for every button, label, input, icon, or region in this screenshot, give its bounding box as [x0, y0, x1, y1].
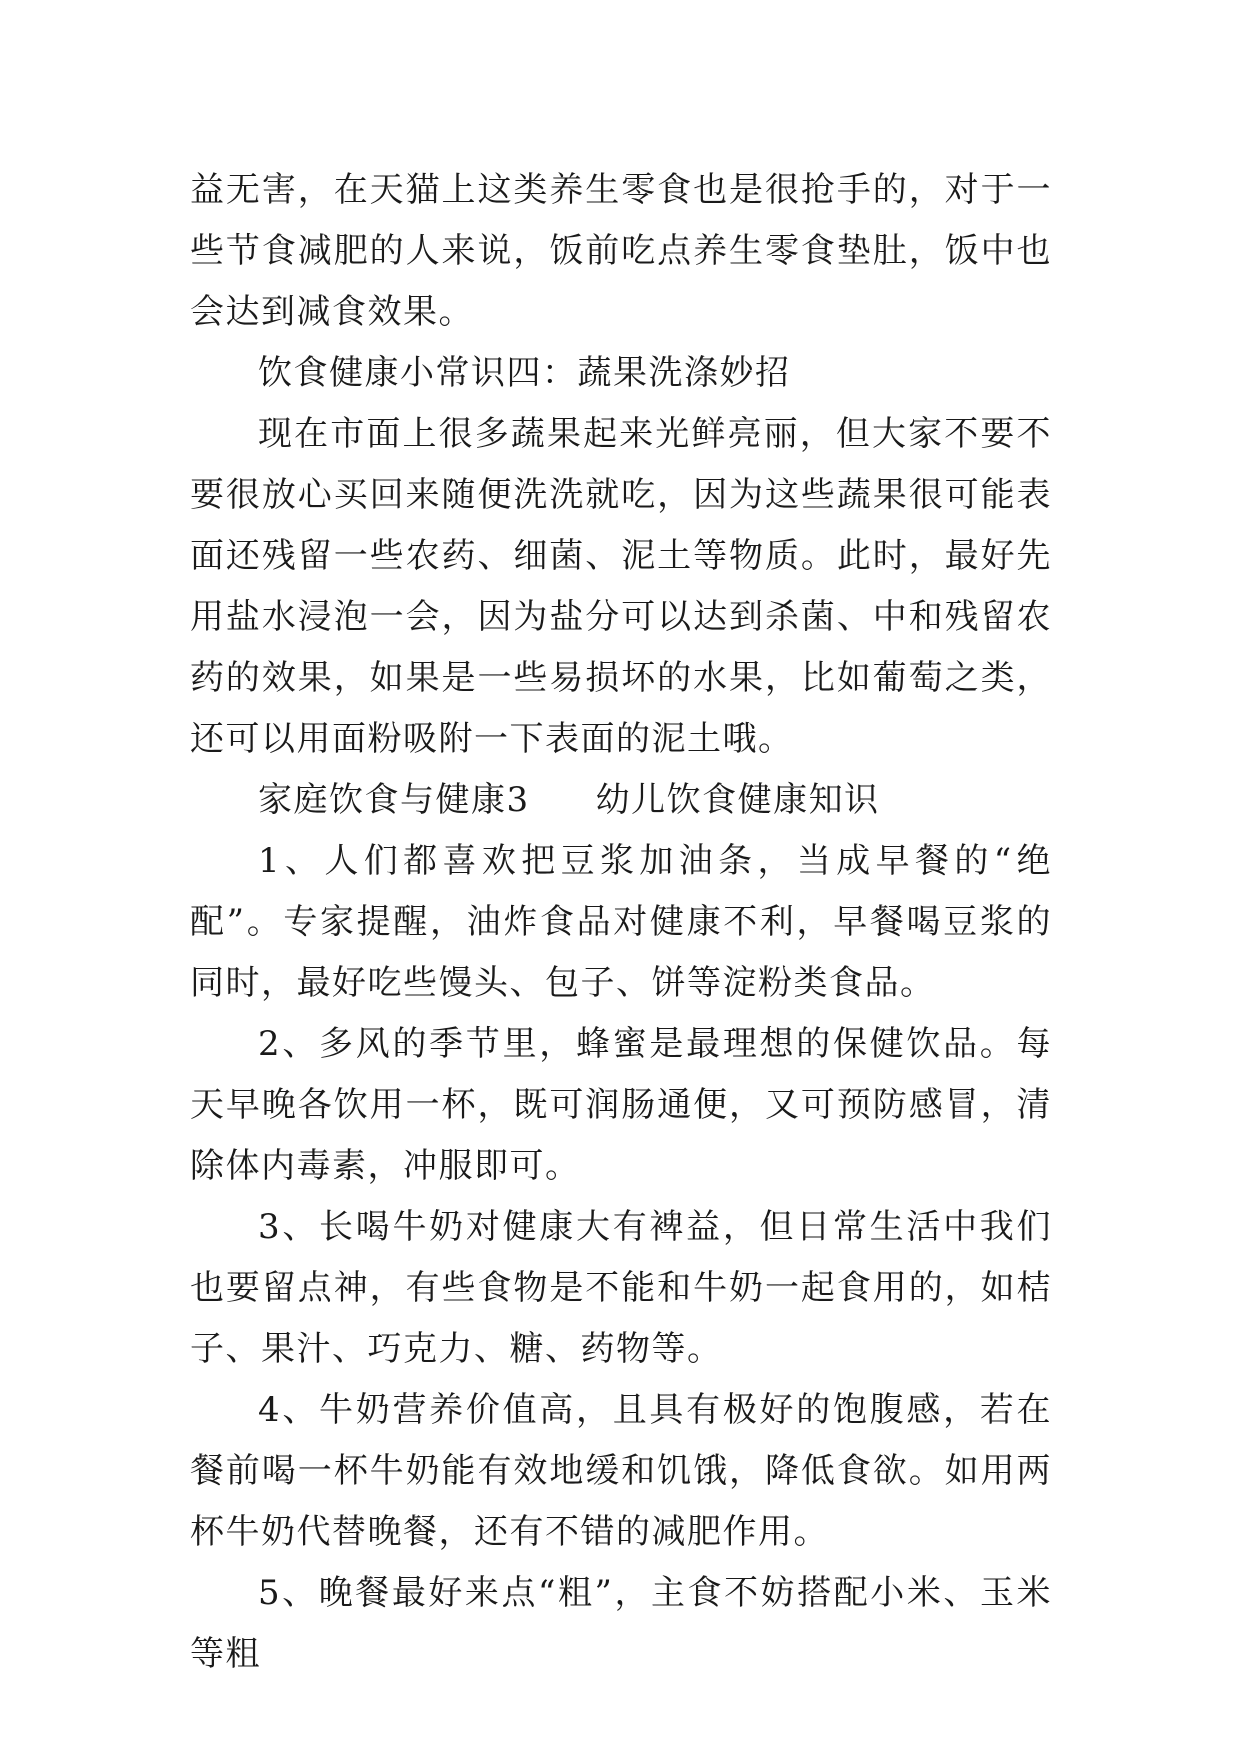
list-item-2: 2、多风的季节里，蜂蜜是最理想的保健饮品。每天早晚各饮用一杯，既可润肠通便，又可预防感冒，清除体内毒素，冲服即可。 — [190, 1024, 1052, 1186]
list-item-5: 5、晚餐最好来点“粗”，主食不妨搭配小米、玉米等粗 — [190, 1573, 1052, 1674]
paragraph-vegetable-washing: 现在市面上很多蔬果起来光鲜亮丽，但大家不要不要很放心买回来随便洗洗就吃，因为这些蔬果很可能表面还残留一些农药、细菌、泥土等物质。此时，最好先用盐水浸泡一会，因为盐分可以达到杀菌、中和残留农药的效果，如果是一些易损坏的水果，比如葡萄之类，还可以用面粉吸附一下表面的泥土哦。 — [190, 414, 1052, 759]
list-item-3: 3、长喝牛奶对健康大有裨益，但日常生活中我们也要留点神，有些食物是不能和牛奶一起食用的，如桔子、果汁、巧克力、糖、药物等。 — [190, 1207, 1052, 1369]
subheading-vegetable-washing: 饮食健康小常识四：蔬果洗涤妙招 — [258, 353, 791, 393]
list-item-4: 4、牛奶营养价值高，且具有极好的饱腹感，若在餐前喝一杯牛奶能有效地缓和饥饿，降低食欲。如用两杯牛奶代替晚餐，还有不错的减肥作用。 — [190, 1390, 1052, 1552]
paragraph-continuation: 益无害，在天猫上这类养生零食也是很抢手的，对于一些节食减肥的人来说，饭前吃点养生零食垫肚，饭中也会达到减食效果。 — [190, 170, 1052, 332]
section-heading-left: 家庭饮食与健康3 — [258, 780, 530, 820]
section-heading-right: 幼儿饮食健康知识 — [595, 780, 880, 820]
list-item-1: 1、人们都喜欢把豆浆加油条，当成早餐的“绝配”。专家提醒，油炸食品对健康不利，早餐喝豆浆的同时，最好吃些馒头、包子、饼等淀粉类食品。 — [190, 841, 1052, 1003]
document-body — [190, 160, 1052, 1685]
section-heading — [190, 770, 1052, 831]
